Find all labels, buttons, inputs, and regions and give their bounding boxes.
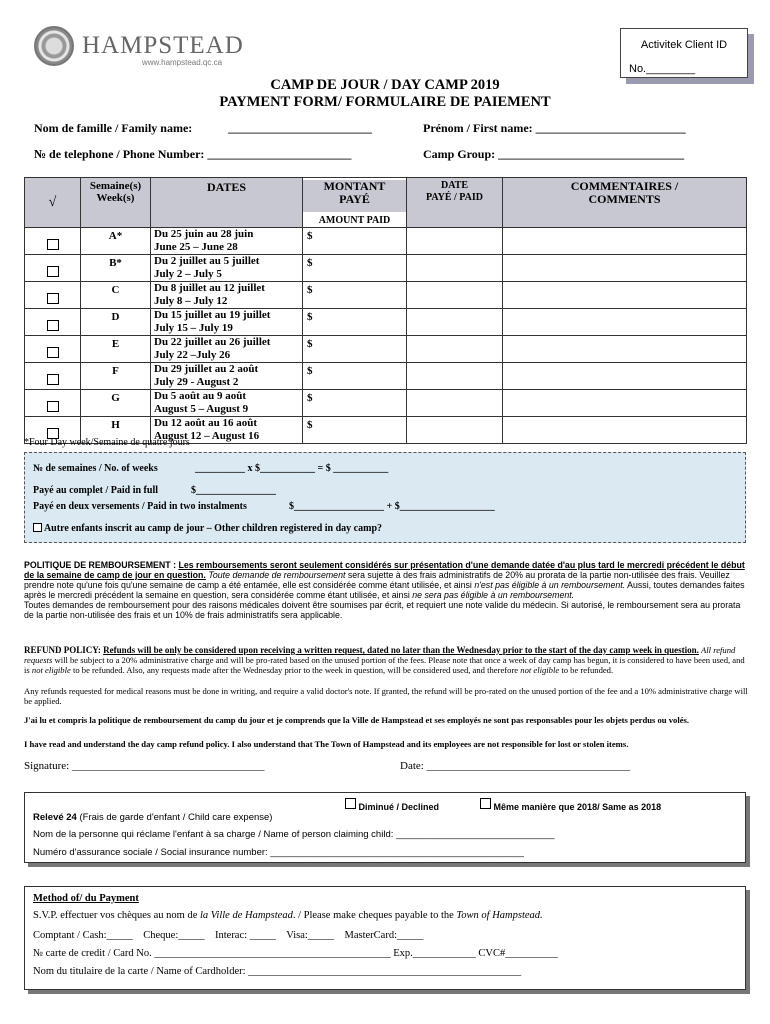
week-letter: H xyxy=(81,417,151,444)
amount-header-fr: MONTANT PAYÉ xyxy=(303,180,406,212)
week-row xyxy=(25,309,747,336)
date-paid-header: DATE PAYÉ / PAID xyxy=(407,178,503,228)
comments-cell[interactable] xyxy=(503,282,747,309)
comments-header: COMMENTAIRES / COMMENTS xyxy=(503,178,747,228)
policy-fr-italic3: ne sera pas éligible à un remboursement. xyxy=(412,590,575,600)
card-number-field[interactable]: № carte de credit / Card No. _____________________________________________ Exp.____________ CVC#__________ xyxy=(33,948,558,959)
policy-en-lead: REFUND POLICY: xyxy=(24,645,101,655)
policy-en-text3: to be refunded. xyxy=(561,665,614,675)
week-dates-en: July 8 – July 12 xyxy=(154,295,228,307)
comments-cell[interactable] xyxy=(503,255,747,282)
policy-fr-text2: Aussi, toutes demandes faites après le mercredi précédent la semaine en question, sera considérée comme étant utilisée, et ainsi xyxy=(24,580,745,600)
weeks-count-label: № de semaines / No. of weeks xyxy=(33,463,158,474)
other-children-row xyxy=(33,523,382,534)
week-select-cell xyxy=(25,363,81,390)
family-name-label: Nom de famille / Family name: xyxy=(34,121,193,135)
acknowledgement-en: I have read and understand the day camp refund policy. I also understand that The Town of Hampstead and its employees are not responsible for lost or stolen items. xyxy=(24,739,629,749)
week-dates-en: August 5 – August 9 xyxy=(154,403,249,415)
week-dates-en: July 22 –July 26 xyxy=(154,349,231,361)
comments-cell[interactable] xyxy=(503,390,747,417)
client-id-box xyxy=(620,28,748,78)
policy-en-italic1: All refund requests xyxy=(24,645,736,665)
week-dates xyxy=(151,228,303,255)
week-checkbox[interactable] xyxy=(47,239,59,250)
week-letter: F xyxy=(81,363,151,390)
week-checkbox[interactable] xyxy=(47,347,59,358)
policy-en-text1: will be subject to a 20% administrative charge and will be pro-rated based on the unused portion of the fees. Please note that once a week of day camp has begun, it is considered to have been used, and is xyxy=(24,655,745,675)
payment-summary-panel xyxy=(24,452,746,543)
week-dates-fr: Du 22 juillet au 26 juillet xyxy=(154,336,271,348)
policy-en-underlined: Refunds will be only be considered upon receiving a written request, dated no later than the Wednesday prior to the start of the day camp week in question. xyxy=(103,645,699,655)
week-checkbox[interactable] xyxy=(47,293,59,304)
date-paid-cell[interactable] xyxy=(407,228,503,255)
payment-method-title: Method of/ du Payment xyxy=(33,893,139,904)
dates-header: DATES xyxy=(151,178,303,228)
policy-en-italic2: not eligible xyxy=(31,665,71,675)
week-dates-fr: Du 5 août au 9 août xyxy=(154,390,246,402)
declined-label: Diminué / Declined xyxy=(358,802,440,812)
amount-paid-cell[interactable]: $ xyxy=(303,417,407,444)
declined-checkbox[interactable] xyxy=(345,798,356,809)
week-dates-en: July 2 – July 5 xyxy=(154,268,222,280)
camp-group-field[interactable]: Camp Group: _______________________________ xyxy=(423,147,685,161)
paid-full-field[interactable]: $________________ xyxy=(191,485,276,496)
policy-fr-lead: POLITIQUE DE REMBOURSEMENT : xyxy=(24,560,176,570)
amount-header-en: AMOUNT PAID xyxy=(318,215,391,226)
amount-paid-cell[interactable]: $ xyxy=(303,336,407,363)
cheque-en-payee: Town of Hampstead. xyxy=(456,910,543,921)
week-row xyxy=(25,255,747,282)
week-dates xyxy=(151,255,303,282)
policy-fr-italic1: Toute demande de remboursement xyxy=(208,570,346,580)
first-name-field[interactable]: Prénom / First name: _________________________ xyxy=(423,121,686,135)
week-letter: C xyxy=(81,282,151,309)
week-dates xyxy=(151,336,303,363)
week-select-cell xyxy=(25,255,81,282)
weeks-calc-field[interactable]: __________ x $___________ = $ ___________ xyxy=(195,463,389,474)
policy-en-italic3: not eligible xyxy=(520,665,560,675)
amount-paid-cell[interactable]: $ xyxy=(303,309,407,336)
cheque-en: . / Please make cheques payable to the xyxy=(292,910,457,921)
family-name-input[interactable]: ________________________ xyxy=(228,121,372,135)
week-letter: G xyxy=(81,390,151,417)
policy-fr-italic2: n'est pas éligible à un remboursement. xyxy=(474,580,626,590)
amount-paid-cell[interactable]: $ xyxy=(303,228,407,255)
week-checkbox[interactable] xyxy=(47,320,59,331)
cardholder-name-field[interactable]: Nom du titulaire de la carte / Name of Cardholder: ____________________________________________________ xyxy=(33,966,522,977)
releve-title-bold: Relevé 24 xyxy=(33,812,77,823)
comments-cell[interactable] xyxy=(503,417,747,444)
policy-en-text2: to be refunded. Also, any requests made after the Wednesday prior to the week in question, will be considered used, and therefore xyxy=(72,665,519,675)
two-installments-label: Payé en deux versements / Paid in two instalments xyxy=(33,501,247,512)
policy-fr-underlined: Les remboursements seront seulement considérés sur présentation d'une demande datée d'au plus tard le mercredi précédent le début de la semaine de camp de jour en question. xyxy=(24,560,745,580)
payment-methods-row[interactable]: Comptant / Cash:_____ Cheque:_____ Interac: _____ Visa:_____ MasterCard:_____ xyxy=(33,930,424,941)
week-checkbox[interactable] xyxy=(47,374,59,385)
week-select-cell xyxy=(25,309,81,336)
week-row xyxy=(25,282,747,309)
week-letter: E xyxy=(81,336,151,363)
form-title-line2: PAYMENT FORM/ FORMULAIRE DE PAIEMENT xyxy=(219,94,551,110)
refund-policy-fr xyxy=(24,560,748,620)
comments-cell[interactable] xyxy=(503,228,747,255)
week-letter: A* xyxy=(81,228,151,255)
declined-option xyxy=(345,798,439,812)
acknowledgement-fr: J'ai lu et compris la politique de remboursement du camp du jour et je comprends que la Ville de Hampstead et ses employés ne sont pas responsables pour les objets perdus ou volés. xyxy=(24,715,690,725)
amount-paid-cell[interactable]: $ xyxy=(303,282,407,309)
town-seal-icon xyxy=(34,26,74,66)
week-rows xyxy=(25,228,747,444)
releve-24-box xyxy=(24,792,746,863)
date-paid-cell[interactable] xyxy=(407,282,503,309)
other-children-label: Autre enfants inscrit au camp de jour – Other children registered in day camp? xyxy=(43,523,382,534)
same-as-2018-option xyxy=(480,798,661,812)
refund-policy-en xyxy=(24,645,748,675)
cheque-instructions xyxy=(33,910,543,921)
hampstead-logo xyxy=(32,26,244,70)
phone-field[interactable]: № de telephone / Phone Number: ________________________ xyxy=(34,147,352,161)
comments-cell[interactable] xyxy=(503,309,747,336)
amount-header xyxy=(303,178,407,228)
cheque-fr-payee: la Ville de Hampstead xyxy=(200,910,293,921)
amount-paid-cell[interactable]: $ xyxy=(303,363,407,390)
week-dates-fr: Du 29 juillet au 2 août xyxy=(154,363,259,375)
client-id-number[interactable]: No.________ xyxy=(629,63,696,75)
amount-paid-cell[interactable]: $ xyxy=(303,390,407,417)
medical-refund-note: Any refunds requested for medical reasons must be done in writing, and require a valid doctor's note. If granted, the refund will be pro-rated on the unused portion of the fee and a 10% administrative charge will be applied. xyxy=(24,686,748,706)
week-letter: D xyxy=(81,309,151,336)
week-dates-en: June 25 – June 28 xyxy=(154,241,238,253)
same-as-2018-label: Même manière que 2018/ Same as 2018 xyxy=(493,802,662,812)
week-row xyxy=(25,228,747,255)
logo-name: HAMPSTEAD xyxy=(82,32,244,59)
comments-cell[interactable] xyxy=(503,336,747,363)
week-dates-fr: Du 15 juillet au 19 juillet xyxy=(154,309,271,321)
signature-field[interactable]: Signature: ___________________________________ xyxy=(24,760,265,772)
week-dates-en: July 15 – July 19 xyxy=(154,322,233,334)
releve-title-rest: (Frais de garde d'enfant / Child care expense) xyxy=(76,812,273,823)
sin-field[interactable]: Numéro d'assurance sociale / Social insurance number: ________________________________________________ xyxy=(33,847,524,858)
policy-fr-text3: Toutes demandes de remboursement pour des raisons médicales doivent être soumises par écrit, et requiert une note valide du médecin. Si autorisé, le remboursement sera au prorata de la partie non-utilisée des frais et un 10% de frais administratifs sera applicable. xyxy=(24,600,741,620)
week-select-cell xyxy=(25,336,81,363)
week-dates-en: August 12 – August 16 xyxy=(154,430,260,442)
date-field[interactable]: Date: _____________________________________ xyxy=(400,760,631,772)
week-dates-en: July 29 - August 2 xyxy=(154,376,239,388)
week-row xyxy=(25,363,747,390)
week-dates xyxy=(151,309,303,336)
logo-url: www.hampstead.qc.ca xyxy=(142,58,223,67)
week-header: Semaine(s) Week(s) xyxy=(81,178,151,228)
date-paid-cell[interactable] xyxy=(407,390,503,417)
week-dates-fr: Du 2 juillet au 5 juillet xyxy=(154,255,260,267)
date-paid-cell[interactable] xyxy=(407,417,503,444)
week-letter: B* xyxy=(81,255,151,282)
date-paid-cell[interactable] xyxy=(407,336,503,363)
client-id-label: Activitek Client ID xyxy=(640,39,728,51)
cheque-fr: S.V.P. effectuer vos chèques au nom de xyxy=(33,910,200,921)
week-select-cell xyxy=(25,228,81,255)
payment-method-box xyxy=(24,886,746,990)
week-select-cell xyxy=(25,390,81,417)
policy-fr-text1: sera sujette à des frais administratifs de 20% au prorata de la partie non-utilisée des frais. Veuillez prendre note qu'une fois qu'une semaine de camp a été entamée, elle est considérée comme étant utilisée, et ainsi xyxy=(24,570,730,590)
week-checkbox[interactable] xyxy=(47,266,59,277)
comments-cell[interactable] xyxy=(503,363,747,390)
date-paid-cell[interactable] xyxy=(407,255,503,282)
four-day-footnote: *Four Day week/Semaine de quatre jours xyxy=(24,437,190,448)
week-dates xyxy=(151,390,303,417)
week-dates-fr: Du 8 juillet au 12 juillet xyxy=(154,282,265,294)
claimant-field[interactable]: Nom de la personne qui réclame l'enfant à sa charge / Name of person claiming child: ______________________________ xyxy=(33,829,555,840)
week-select-cell xyxy=(25,282,81,309)
form-title-line1: CAMP DE JOUR / DAY CAMP 2019 xyxy=(270,77,500,93)
two-installments-field[interactable]: $__________________ + $___________________ xyxy=(289,501,495,512)
week-row xyxy=(25,390,747,417)
week-dates xyxy=(151,363,303,390)
check-header: √ xyxy=(25,178,81,228)
paid-full-label: Payé au complet / Paid in full xyxy=(33,485,158,496)
week-row xyxy=(25,336,747,363)
date-paid-cell[interactable] xyxy=(407,363,503,390)
weeks-table xyxy=(24,177,747,444)
amount-paid-cell[interactable]: $ xyxy=(303,255,407,282)
week-checkbox[interactable] xyxy=(47,401,59,412)
week-dates xyxy=(151,282,303,309)
same-as-2018-checkbox[interactable] xyxy=(480,798,491,809)
releve-title xyxy=(33,812,272,823)
other-children-checkbox[interactable] xyxy=(33,523,42,532)
date-paid-cell[interactable] xyxy=(407,309,503,336)
week-dates-fr: Du 12 août au 16 août xyxy=(154,417,257,429)
week-dates-fr: Du 25 juin au 28 juin xyxy=(154,228,254,240)
